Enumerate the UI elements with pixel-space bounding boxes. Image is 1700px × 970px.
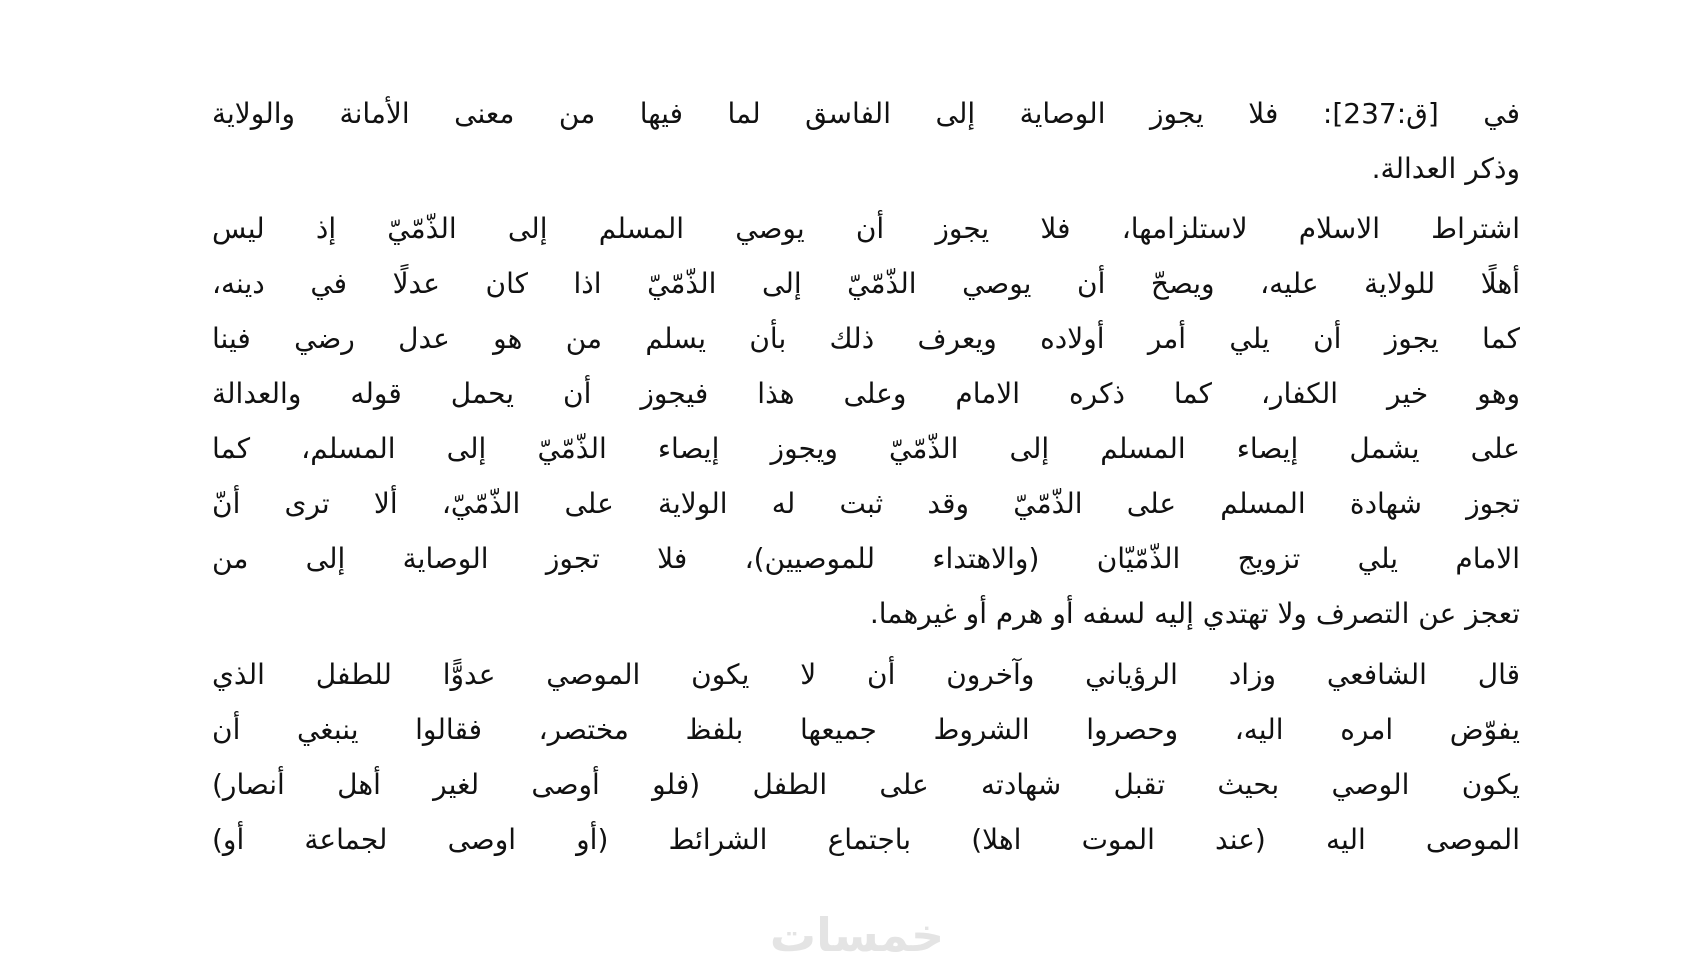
text-line: قال الشافعي وزاد الرؤياني وآخرون أن لا يكون الموصي عدوًّا للطفل الذي: [212, 658, 1520, 691]
paragraph-2: [212, 201, 1520, 641]
text-line: يكون الوصي بحيث تقبل شهادته على الطفل (فلو أوصى لغير أهل أنصار): [212, 768, 1520, 801]
text-line: كما يجوز أن يلي أمر أولاده ويعرف ذلك بأن يسلم من هو عدل رضي فينا: [212, 322, 1520, 355]
document-text: [212, 86, 1520, 867]
text-line: على يشمل إيصاء المسلم إلى الذّمّيّ ويجوز إيصاء الذّمّيّ إلى المسلم، كما: [212, 432, 1520, 465]
text-line: في [ق:237]: فلا يجوز الوصاية إلى الفاسق لما فيها من معنى الأمانة والولاية: [212, 97, 1520, 130]
text-line: اشتراط الاسلام لاستلزامها، فلا يجوز أن يوصي المسلم إلى الذّمّيّ إذ ليس: [212, 212, 1520, 245]
text-line: الامام يلي تزويج الذّمّيّان (والاهتداء للموصيين)، فلا تجوز الوصاية إلى من: [212, 542, 1520, 575]
paragraph-1: [212, 86, 1520, 196]
text-line: أهلًا للولاية عليه، ويصحّ أن يوصي الذّمّيّ إلى الذّمّيّ اذا كان عدلًا في دينه،: [212, 267, 1520, 300]
text-line: يفوّض امره اليه، وحصروا الشروط جميعها بلفظ مختصر، فقالوا ينبغي أن: [212, 713, 1520, 746]
text-line: تجوز شهادة المسلم على الذّمّيّ وقد ثبت له الولاية على الذّمّيّ، ألا ترى أنّ: [212, 487, 1520, 520]
text-line: وذكر العدالة.: [1371, 152, 1520, 185]
paragraph-3: [212, 647, 1520, 867]
text-line: وهو خير الكفار، كما ذكره الامام وعلى هذا فيجوز أن يحمل قوله والعدالة: [212, 377, 1520, 410]
text-line: الموصى اليه (عند الموت اهلا) باجتماع الشرائط (أو اوصى لجماعة أو): [212, 823, 1520, 856]
text-line: تعجز عن التصرف ولا تهتدي إليه لسفه أو هرم أو غيرهما.: [869, 597, 1520, 630]
watermark-logo: خمسات: [769, 908, 945, 962]
